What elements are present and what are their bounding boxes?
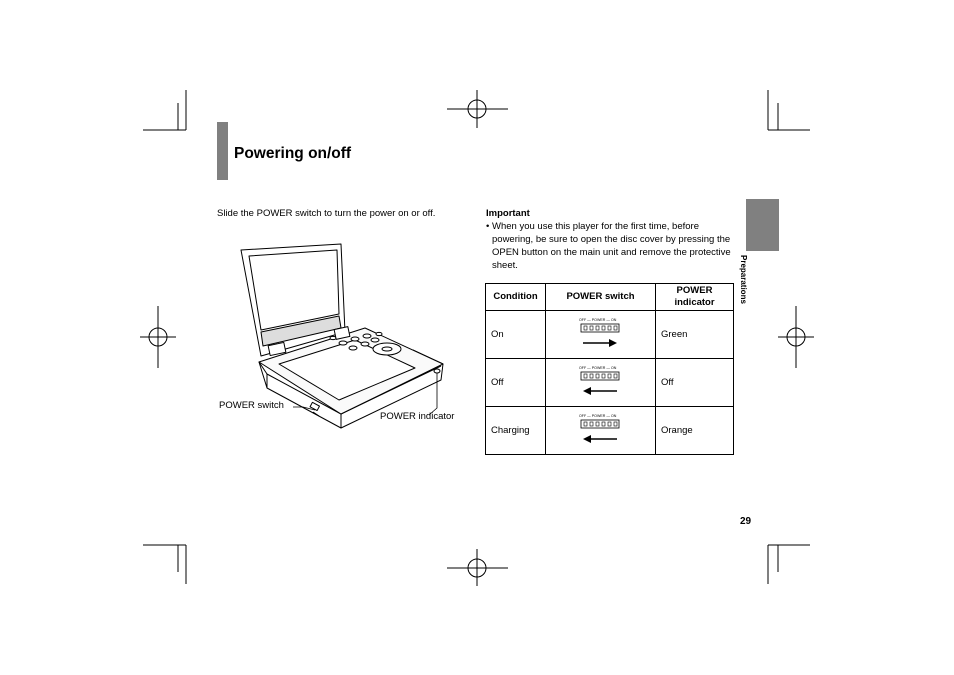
important-bullet-text: When you use this player for the first time, before powering, be sure to open the disc cover by pressing the OPEN button on the main unit and remove the protective sheet. (492, 221, 731, 271)
important-bullet (486, 220, 736, 272)
power-indicator-label: POWER indicator (380, 411, 455, 422)
title-accent-bar (217, 122, 228, 180)
cell-power-switch (546, 407, 656, 455)
cell-power-switch (546, 311, 656, 359)
page-number: 29 (740, 516, 752, 527)
registration-left (140, 306, 176, 368)
power-indicator-shape (434, 369, 440, 373)
intro-text: Slide the POWER switch to turn the power on or off. (217, 208, 436, 219)
registration-right (778, 306, 814, 368)
power-switch-label: POWER switch (219, 400, 284, 411)
cell-power-indicator: Green (656, 311, 734, 359)
header-power-indicator: POWER indicator (656, 284, 734, 311)
page-title: Powering on/off (234, 145, 352, 162)
power-table (485, 283, 734, 455)
important-heading: Important (486, 208, 530, 219)
section-tab (746, 199, 779, 251)
cell-power-indicator: Orange (656, 407, 734, 455)
cell-power-indicator: Off (656, 359, 734, 407)
switch-legend-text: OFF — POWER — ON (578, 414, 616, 418)
switch-diagram (579, 411, 623, 447)
header-power-switch: POWER switch (546, 284, 656, 311)
cell-condition: On (486, 311, 546, 359)
switch-legend-text: OFF — POWER — ON (578, 366, 616, 370)
cell-condition: Charging (486, 407, 546, 455)
section-tab-text: Preparations (739, 255, 748, 304)
table-row (486, 311, 734, 359)
section-tab-label (738, 255, 748, 315)
table-header-row (486, 284, 734, 311)
switch-diagram (579, 363, 623, 399)
cell-condition: Off (486, 359, 546, 407)
registration-bottom (447, 549, 508, 586)
cell-power-switch (546, 359, 656, 407)
table-row (486, 359, 734, 407)
header-condition: Condition (486, 284, 546, 311)
switch-legend-text: OFF — POWER — ON (578, 318, 616, 322)
bullet-dot: • (486, 221, 490, 232)
table-row (486, 407, 734, 455)
important-note (486, 207, 736, 272)
registration-top (447, 90, 508, 128)
switch-diagram (579, 315, 623, 351)
